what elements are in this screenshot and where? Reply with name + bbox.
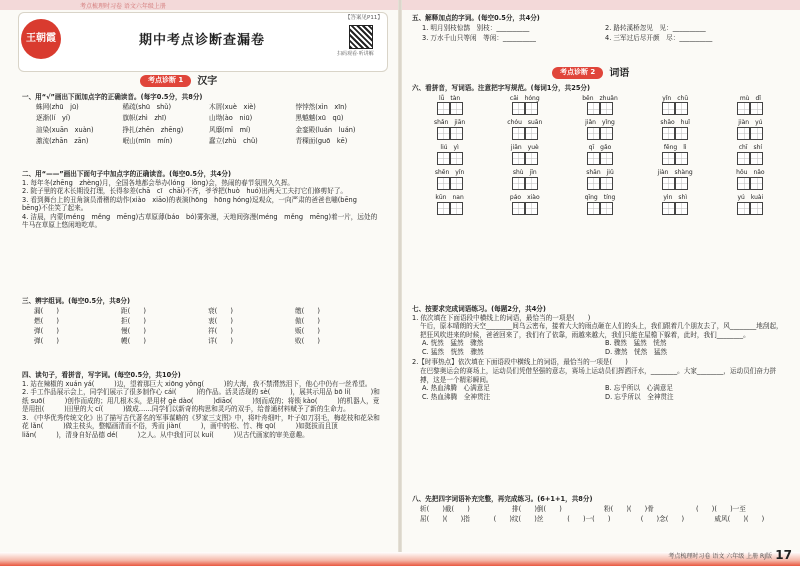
tianzige-box[interactable] — [750, 127, 763, 140]
sentence: 1. 站在辣椒的 xuán yá( )边，望着那巨大 xiōng yǒng( )的大海，我不禁潸然泪下，他心中仍有一丝希望。 — [22, 379, 372, 388]
question-4 — [22, 371, 382, 440]
idiom-blank[interactable]: 屈( )( )指 — [420, 515, 470, 524]
sub-question: 1. 依次填在下面语段中横线上的词语，最恰当的一项是( ) — [412, 313, 591, 322]
word-pair-item[interactable]: 贩( ) — [295, 327, 320, 335]
word-writing-cell — [412, 119, 487, 140]
word-writing-cell — [487, 169, 562, 190]
options — [412, 339, 788, 356]
tianzige-box[interactable] — [737, 127, 750, 140]
tianzige-box[interactable] — [587, 152, 600, 165]
pinyin-label: qī gǎo — [588, 144, 612, 152]
sentence: 4. 洁晨，内蒙(méng měng mēng)古草原薄(báo bó)雾弥漫，天地间弥漫(méng měng mēng)着一片，远处的牛马在草原上悠闲地吃草。 — [22, 212, 378, 230]
question-3 — [22, 297, 382, 346]
sentence: 1. 每年冬(zhēng zhèng)月，全国各地都会举办(lóng lòng)会，热闹的春节氛围久久挥。 — [22, 178, 294, 187]
page-number: 17 — [775, 548, 792, 562]
pinyin-choice-grid — [22, 102, 382, 148]
tianzige-box[interactable] — [600, 152, 613, 165]
option[interactable]: A. 恍然 猛然 骤然 — [422, 339, 484, 348]
idiom-blank[interactable]: ( )纹( )丝 — [493, 515, 544, 524]
tianzige-box[interactable] — [450, 177, 463, 190]
word-writing-cell — [562, 119, 637, 140]
question-title: 五、解释加点的字词。(每空0.5分，共4分) — [412, 14, 540, 22]
tianzige-boxes — [638, 202, 713, 215]
brand-logo: 王朝霞 — [21, 19, 61, 59]
pinyin-choice-item[interactable]: 渲染(xuān xuàn) — [36, 125, 94, 134]
tianzige-box[interactable] — [675, 152, 688, 165]
tianzige-box[interactable] — [450, 202, 463, 215]
tianzige-box[interactable] — [437, 152, 450, 165]
answer-reference: 【答案见P11】 — [345, 15, 383, 21]
word-writing-cell — [638, 194, 713, 215]
tianzige-box[interactable] — [587, 127, 600, 140]
pinyin-label: jiàn shàng — [657, 168, 693, 176]
options — [412, 384, 788, 401]
question-8 — [412, 495, 788, 525]
word-writing-cell — [487, 144, 562, 165]
word-writing-cell — [713, 144, 788, 165]
pinyin-label: liú yì — [440, 144, 459, 152]
question-title: 四、读句子，看拼音，写字词。(每空0.5分，共10分) — [22, 371, 181, 379]
section-name: 汉字 — [197, 75, 218, 87]
word-writing-cell — [713, 194, 788, 215]
question-title: 二、用“——”画出下面句子中加点字的正确读音。(每空0.5分，共4分) — [22, 170, 231, 178]
word-writing-cell — [638, 119, 713, 140]
idiom-blank[interactable]: 粉( )( )骨 — [604, 504, 654, 513]
pinyin-label: kūn nan — [435, 193, 464, 201]
word-pair-item[interactable]: 燃( ) — [34, 316, 59, 325]
tianzige-boxes — [638, 152, 713, 165]
explain-item[interactable]: 4. 三军过后尽开颜 尽：__________ — [605, 34, 713, 43]
tianzige-box[interactable] — [600, 202, 613, 215]
tianzige-box[interactable] — [450, 152, 463, 165]
tianzige-boxes — [562, 202, 637, 215]
tianzige-box[interactable] — [525, 102, 538, 115]
idiom-blank[interactable]: 斩( )截( ) — [420, 504, 470, 513]
pinyin-choice-item[interactable]: 蠢立(zhù chǔ) — [209, 137, 258, 146]
pinyin-label: yú kuài — [737, 193, 764, 201]
pinyin-choice-item[interactable]: 悖悖然(xìn xīn) — [295, 102, 347, 111]
left-page — [0, 0, 398, 566]
option[interactable]: C. 热血沸腾 全神贯注 — [422, 392, 491, 401]
word-pair-item[interactable]: 缴( ) — [295, 306, 320, 315]
section-pill: 考点诊断 2 — [552, 67, 603, 78]
tianzige-box[interactable] — [437, 102, 450, 115]
tianzige-box[interactable] — [587, 102, 600, 115]
word-pair-item[interactable]: 衷( ) — [208, 316, 233, 325]
explain-item[interactable]: 1. 明月别枝惊鹊 别枝：__________ — [422, 23, 530, 32]
pinyin-label: shǎn jiān — [433, 119, 466, 127]
tianzige-box[interactable] — [662, 102, 675, 115]
word-writing-cell — [638, 95, 713, 116]
section-name: 词语 — [609, 67, 630, 79]
tianzige-box[interactable] — [675, 102, 688, 115]
word-writing-cell — [562, 95, 637, 116]
pinyin-label: cāi hóng — [509, 94, 540, 102]
tianzige-box[interactable] — [750, 102, 763, 115]
tianzige-boxes — [412, 102, 487, 115]
right-page — [402, 0, 800, 566]
tianzige-box[interactable] — [437, 177, 450, 190]
pinyin-choice-item[interactable]: 青稞面(guō kē) — [295, 137, 348, 146]
pinyin-choice-item[interactable]: 木屑(xuè xiè) — [209, 102, 256, 111]
tianzige-box[interactable] — [750, 152, 763, 165]
word-writing-cell — [713, 95, 788, 116]
word-writing-cell — [638, 169, 713, 190]
pinyin-label: yǐn chū — [662, 94, 689, 102]
tianzige-box[interactable] — [587, 202, 600, 215]
pinyin-label: jiàn yú — [738, 119, 763, 127]
pinyin-choice-item[interactable]: 挣扎(zhēn zhēng) — [122, 125, 184, 134]
tianzige-boxes — [412, 202, 487, 215]
tianzige-box[interactable] — [600, 177, 613, 190]
tianzige-boxes — [487, 202, 562, 215]
word-pair-item[interactable]: 傲( ) — [295, 316, 320, 325]
word-pair-item[interactable]: 败( ) — [295, 337, 320, 346]
sentence: 2. 手工作品展示会上，同学们展示了很多制作心 cái( )的作品。活灵活现的 sè( )，展其示用品 bō lí( )和纸 suō( )创作而成的；用几根木头，是用材 gè dào( )diāo( )刻而成的；将锁 kào( )的机器人，竟是用扭( )田里的大 cí( )做成……同学们以新奇的构思和灵巧的双手，给普通材料赋予了新的生命力。 — [22, 388, 380, 414]
word-writing-cell — [487, 95, 562, 116]
word-pair-item[interactable]: 漏( ) — [34, 306, 59, 315]
word-writing-cell — [562, 194, 637, 215]
pinyin-label: shēn yǐn — [434, 168, 465, 176]
question-2 — [22, 170, 382, 230]
pinyin-label: chī shí — [738, 144, 763, 152]
passage: 在巴黎奥运会的赛场上，运动员们凭借坚强的意志，赛场上运动员们挥洒汗水，________。大家________，运动员们奋力拼搏，这是一个精彩瞬间。 — [420, 366, 777, 384]
word-pair-item[interactable]: 弹( ) — [34, 337, 59, 346]
tianzige-box[interactable] — [437, 202, 450, 215]
tianzige-box[interactable] — [675, 202, 688, 215]
pinyin-label: páo xiào — [509, 193, 540, 201]
tianzige-box[interactable] — [662, 127, 675, 140]
idiom-blank[interactable]: ( )念( ) — [640, 515, 685, 524]
qr-label: 扫码观看·听讲解 — [337, 51, 374, 57]
tianzige-box[interactable] — [525, 177, 538, 190]
section-pill: 考点诊断 1 — [140, 75, 191, 86]
option[interactable]: C. 猛然 恍然 骤然 — [422, 347, 484, 356]
pinyin-label: chóu suān — [507, 119, 543, 127]
pinyin-label: jiān yuè — [510, 144, 539, 152]
sub-question: 2.【时事热点】依次填在下面语段中横线上的词语，最恰当的一项是( ) — [412, 358, 628, 367]
tianzige-box[interactable] — [675, 127, 688, 140]
pinyin-choice-item[interactable]: 岷山(mīn mín) — [122, 137, 173, 146]
word-writing-cell — [638, 144, 713, 165]
tianzige-boxes — [713, 202, 788, 215]
pinyin-label: jiǎn yǐng — [585, 119, 615, 127]
tianzige-box[interactable] — [587, 177, 600, 190]
word-writing-cell — [562, 144, 637, 165]
tianzige-box[interactable] — [450, 127, 463, 140]
tianzige-box[interactable] — [737, 102, 750, 115]
idiom-blank[interactable]: 排( )倒( ) — [512, 504, 562, 513]
idiom-blank[interactable]: 威风( )( ) — [714, 515, 765, 524]
word-pair-grid — [22, 306, 382, 347]
word-writing-cell — [412, 169, 487, 190]
pinyin-label: mù dǐ — [739, 94, 761, 102]
word-writing-cell — [562, 169, 637, 190]
section-header-2 — [552, 66, 629, 80]
word-writing-cell — [487, 119, 562, 140]
tianzige-boxes — [638, 177, 713, 190]
writing-grid — [412, 95, 788, 219]
word-writing-cell — [487, 194, 562, 215]
word-writing-cell — [412, 144, 487, 165]
tianzige-boxes — [487, 177, 562, 190]
word-writing-cell — [412, 95, 487, 116]
tianzige-box[interactable] — [512, 102, 525, 115]
word-pair-item[interactable]: 距( ) — [121, 306, 146, 315]
pinyin-choice-item[interactable]: 金銮殿(luán luán) — [295, 125, 356, 134]
tianzige-box[interactable] — [662, 177, 675, 190]
idiom-row-1 — [412, 504, 788, 515]
idiom-blank[interactable]: ( )( )一至 — [696, 504, 746, 513]
tianzige-boxes — [562, 127, 637, 140]
pinyin-label: lǚ tàn — [438, 94, 461, 102]
explain-grid — [412, 23, 788, 44]
explain-item[interactable]: 2. 路转溪桥忽见 见：__________ — [605, 23, 706, 32]
word-pair-item[interactable]: 幔( ) — [121, 337, 146, 346]
tianzige-box[interactable] — [600, 102, 613, 115]
tianzige-boxes — [487, 102, 562, 115]
pinyin-choice-item[interactable]: 逐渐(lí yí) — [36, 114, 71, 123]
tianzige-box[interactable] — [600, 127, 613, 140]
option[interactable]: A. 热血沸腾 心满意足 — [422, 384, 490, 393]
option[interactable]: B. 骤然 猛然 恍然 — [605, 339, 667, 348]
tianzige-box[interactable] — [512, 177, 525, 190]
pinyin-label: qīng tíng — [584, 193, 616, 201]
section-header-1 — [140, 74, 217, 88]
tianzige-box[interactable] — [450, 102, 463, 115]
question-title: 六、看拼音，写词语。注意把字写规范。(每词1分，共25分) — [412, 84, 591, 92]
pinyin-label: shān jiǔ — [586, 168, 614, 176]
question-title: 一、用“√”画出下面加点字的正确读音。(每字0.5分，共8分) — [22, 93, 203, 101]
tianzige-box[interactable] — [750, 202, 763, 215]
idiom-blank[interactable]: ( )一( ) — [567, 515, 611, 524]
option[interactable]: D. 骤然 恍然 猛然 — [605, 347, 668, 356]
pinyin-choice-item[interactable]: 稀疏(shū shǔ) — [122, 102, 172, 111]
pinyin-label: shù jīn — [512, 168, 537, 176]
tianzige-box[interactable] — [675, 177, 688, 190]
question-title: 七、按要求完成词语练习。(每题2分，共4分) — [412, 305, 546, 313]
sentence: 3. 看到舞台上的丑角演员滑稽的动作(xiào xiāo)的表演(hōng hōng hóng)逗观众，一向严肃的爸爸也嘣(bēng bēng)不住笑了起来。 — [22, 195, 364, 213]
question-5 — [412, 14, 788, 44]
tianzige-box[interactable] — [750, 177, 763, 190]
word-pair-item[interactable]: 详( ) — [208, 337, 233, 346]
question-1 — [22, 93, 382, 148]
tianzige-box[interactable] — [662, 202, 675, 215]
top-strip-text: 考点梳理时习卷 语文六年级上册 — [80, 3, 166, 10]
tianzige-box[interactable] — [437, 127, 450, 140]
pinyin-choice-item[interactable]: 山坳(ào niū) — [209, 114, 253, 123]
qr-code-icon[interactable] — [349, 25, 373, 49]
tianzige-boxes — [562, 177, 637, 190]
word-pair-item[interactable]: 拒( ) — [121, 316, 146, 325]
tianzige-boxes — [713, 127, 788, 140]
tianzige-boxes — [713, 177, 788, 190]
word-writing-cell — [412, 194, 487, 215]
page-title: 期中考点诊断查漏卷 — [139, 33, 266, 48]
tianzige-boxes — [713, 152, 788, 165]
tianzige-box[interactable] — [737, 177, 750, 190]
word-pair-item[interactable]: 祥( ) — [208, 327, 233, 335]
page-header — [18, 12, 388, 72]
tianzige-boxes — [562, 102, 637, 115]
tianzige-box[interactable] — [512, 127, 525, 140]
sentence: 2. 院子里的花木长期没打理，长得参差(chā cī chāi)不齐，爷爷把(huò huó)出两天工夫打它们修剪好了。 — [22, 187, 348, 196]
pinyin-choice-item[interactable]: 旗帜(zhì zhī) — [122, 114, 167, 123]
explain-item[interactable]: 3. 万水千山只等闲 等闲：__________ — [422, 34, 536, 43]
question-title: 三、辨字组词。(每空0.5分，共8分) — [22, 297, 131, 305]
tianzige-boxes — [562, 152, 637, 165]
pinyin-choice-item[interactable]: 蛛网(zhū jū) — [36, 102, 79, 111]
tianzige-box[interactable] — [737, 152, 750, 165]
tianzige-boxes — [487, 152, 562, 165]
pinyin-choice-item[interactable]: 风靡(mǐ mí) — [209, 125, 251, 134]
pinyin-label: yìn shì — [663, 193, 687, 201]
tianzige-box[interactable] — [525, 202, 538, 215]
word-pair-item[interactable]: 慢( ) — [121, 327, 146, 335]
pinyin-label: bēn zhuǎn — [582, 94, 618, 102]
word-writing-cell — [713, 119, 788, 140]
tianzige-boxes — [412, 177, 487, 190]
tianzige-boxes — [638, 102, 713, 115]
option[interactable]: B. 忘乎所以 心满意足 — [605, 384, 674, 393]
word-pair-item[interactable]: 弹( ) — [34, 327, 59, 335]
tianzige-box[interactable] — [512, 152, 525, 165]
tianzige-box[interactable] — [525, 152, 538, 165]
tianzige-boxes — [412, 152, 487, 165]
question-7 — [412, 305, 788, 401]
tianzige-box[interactable] — [525, 127, 538, 140]
pinyin-label: shāo huǐ — [660, 119, 690, 127]
word-pair-item[interactable]: 衰( ) — [208, 306, 233, 315]
tianzige-box[interactable] — [512, 202, 525, 215]
idiom-row-2 — [412, 514, 788, 525]
pinyin-choice-item[interactable]: 激流(zhān zān) — [36, 137, 89, 146]
pinyin-label: fēng lì — [663, 144, 687, 152]
tianzige-box[interactable] — [737, 202, 750, 215]
tianzige-boxes — [487, 127, 562, 140]
sentence: 3. 《中华优秀传统文化》出了描写古代著名的军事谋略的《罗家三支图》中，将叶舟细叶，叶子如刀羽毛，梅花枝和花朵和花 lǎn( )做主枝头，整幅画清而不俗，秀而 jiàn( )，画中的松、竹、梅 qū( )如挺拔而且顶 liǎn( )，清身自好品德 dé( )之人。从中我们可以 kuí( )见古代画家的审美意趣。 — [22, 413, 380, 439]
option[interactable]: D. 忘乎所以 全神贯注 — [605, 392, 674, 401]
tianzige-box[interactable] — [662, 152, 675, 165]
tianzige-boxes — [412, 127, 487, 140]
question-title: 八、先把四字词语补充完整，再完成练习。(6+1+1，共8分) — [412, 495, 593, 503]
question-6 — [412, 84, 788, 219]
passage: 午后，原本晴朗的天空________间乌云密布，接着大大的雨点砸在人们的头上，我们跟着几个朋友去了，风________地刮起，把狂风吹进来的时候，爸爸回来了，我们有了依靠，雨越来越大，我们只能在屋檐下躲着，此时，我们________。 — [420, 322, 783, 339]
word-writing-cell — [713, 169, 788, 190]
tianzige-boxes — [638, 127, 713, 140]
tianzige-boxes — [713, 102, 788, 115]
pinyin-choice-item[interactable]: 黑魆魆(xū qū) — [295, 114, 344, 123]
footer-text: 考点梳理时习卷 语文 六年级 上册 RJ版 — [668, 553, 772, 560]
pinyin-label: hōu nǎo — [736, 168, 765, 176]
